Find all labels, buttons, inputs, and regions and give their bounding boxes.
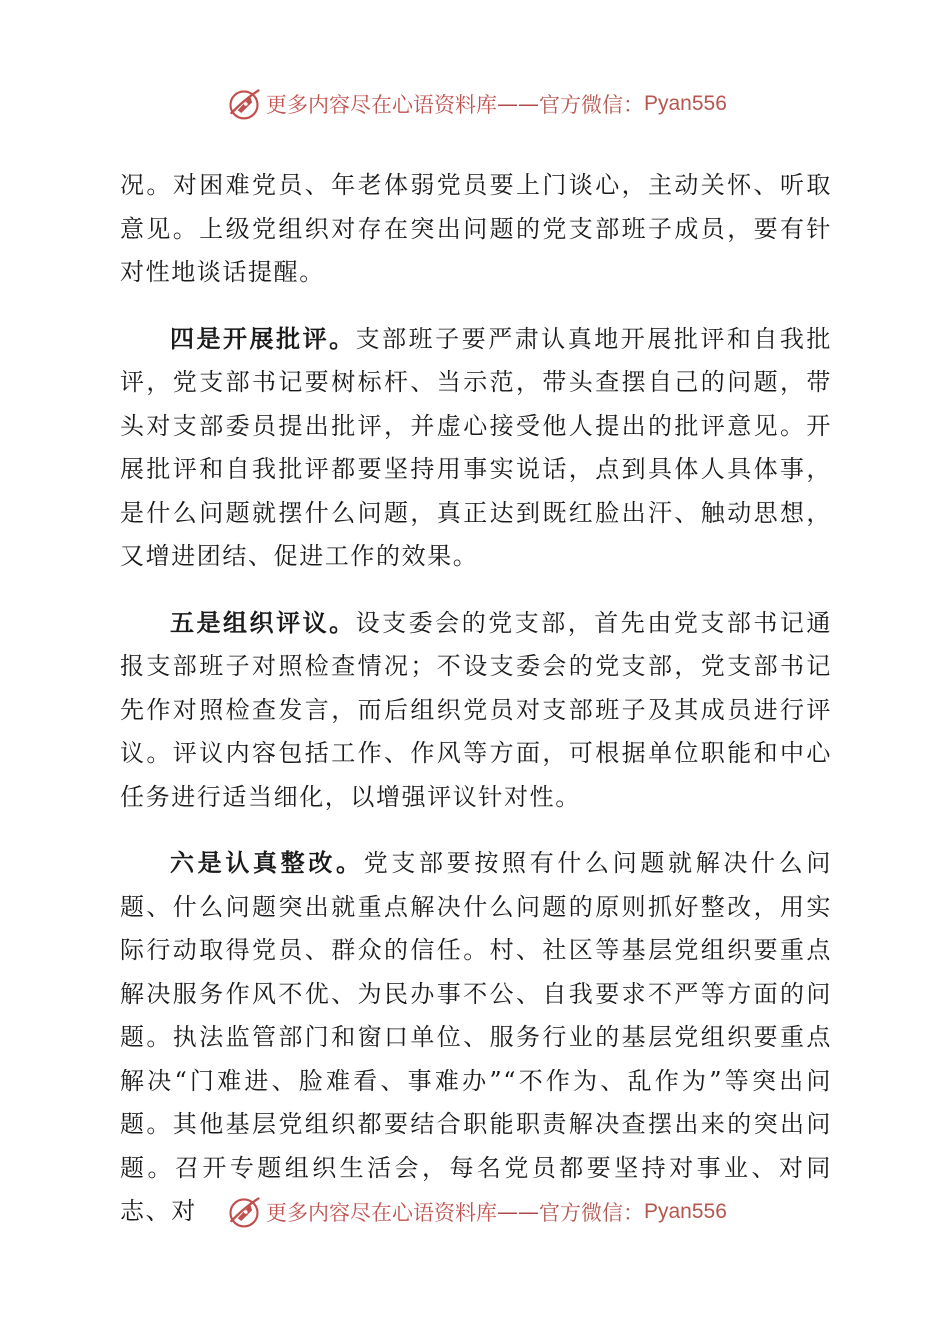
footer-banner[interactable] [226, 1192, 727, 1232]
pen-nib-circle-icon [226, 86, 262, 122]
paragraph-continuation [120, 164, 832, 295]
site-promo-text: 更多内容尽在心语资料库 [266, 93, 497, 117]
paragraph-text: 党支部要按照有什么问题就解决什么问题、什么问题突出就重点解决什么问题的原则抓好整改，用实际行动取得党员、群众的信任。村、社区等基层党组织要重点解决服务作风不优、为民办事不公、自我要求不严等方面的问题。执法监管部门和窗口单位、服务行业的基层党组织要重点解决“门难进、脸难看、事难办”“不作为、乱作为”等突出问题。其他基层党组织都要结合职能职责解决查摆出来的突出问题。召开专题组织生活会，每名党员都要坚持对事业、对同志、对 [120, 849, 832, 1225]
paragraph-lead: 六是认真整改。 [170, 848, 364, 877]
wechat-id: Pyan556 [644, 1200, 727, 1223]
document-body [120, 164, 832, 1234]
wechat-label: 官方微信： [539, 93, 644, 117]
paragraph-lead: 五是组织评议。 [170, 607, 356, 637]
paragraph-text: 支部班子要严肃认真地开展批评和自我批评，党支部书记要树标杆、当示范，带头查摆自己的问题，带头对支部委员提出批评，并虚心接受他人提出的批评意见。开展批评和自我批评都要坚持用事实说话，点到具体人具体事，是什么问题就摆什么问题，真正达到既红脸出汗、触动思想，又增进团结、促进工作的效果。 [120, 324, 832, 570]
site-promo-text: 更多内容尽在心语资料库 [266, 1201, 497, 1225]
paragraph-evaluation [120, 601, 832, 820]
paragraph-rectification [120, 841, 832, 1234]
banner-separator: —— [497, 1200, 539, 1224]
banner-separator: —— [497, 92, 539, 116]
wechat-id: Pyan556 [644, 92, 727, 115]
paragraph-text: 况。对困难党员、年老体弱党员要上门谈心，主动关怀、听取意见。上级党组织对存在突出问题的党支部班子成员，要有针对性地谈话提醒。 [120, 171, 832, 286]
wechat-label: 官方微信： [539, 1201, 644, 1225]
pen-nib-circle-icon [226, 1194, 262, 1230]
header-banner[interactable] [226, 84, 727, 124]
paragraph-text: 设支委会的党支部，首先由党支部书记通报支部班子对照检查情况；不设支委会的党支部，党支部书记先作对照检查发言，而后组织党员对支部班子及其成员进行评议。评议内容包括工作、作风等方面，可根据单位职能和中心任务进行适当细化，以增强评议针对性。 [120, 608, 832, 811]
paragraph-lead: 四是开展批评。 [170, 323, 356, 353]
paragraph-criticism [120, 317, 832, 579]
